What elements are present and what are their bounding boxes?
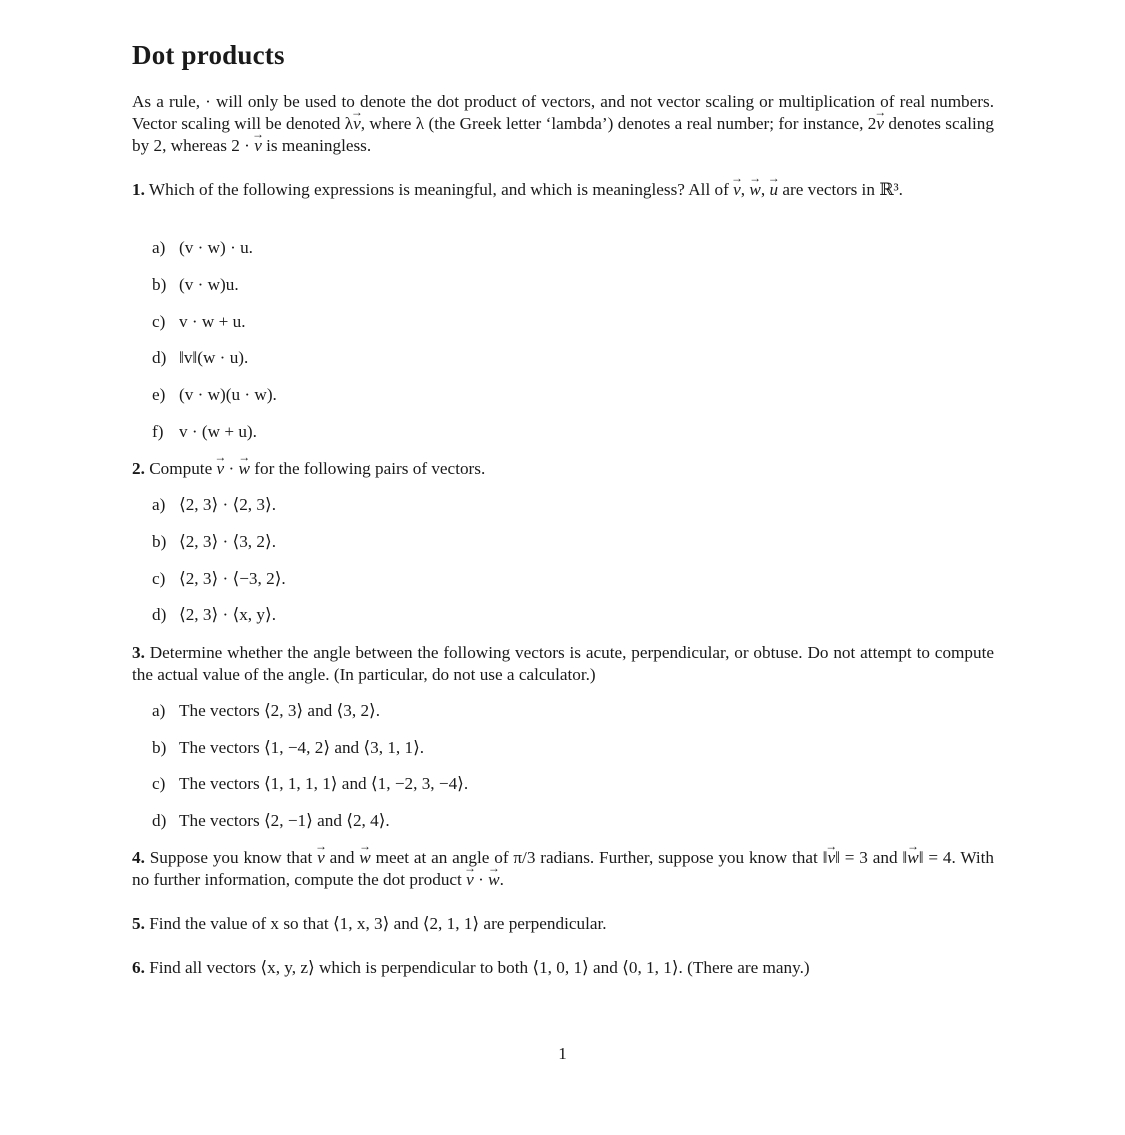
item-label: c): [152, 774, 166, 793]
question-text: Find the value of x so that ⟨1, x, 3⟩ and ⟨2, 1, 1⟩ are perpendicular.: [144, 914, 607, 933]
q1-item-f: [152, 421, 257, 443]
q3-item-a: [152, 700, 380, 722]
vector-symbol: v →: [466, 869, 474, 891]
q3-item-b: [152, 737, 424, 759]
question-3: [132, 642, 994, 686]
page-title: Dot products: [132, 40, 285, 70]
intro-text: As a rule, · will only be used to denote the dot product of vectors, and not vector scaling or multiplication of real numbers. Vector scaling will be denoted λ: [132, 92, 994, 133]
item-label: a): [152, 238, 166, 257]
dot-operator: ·: [473, 870, 489, 889]
question-text: Find all vectors ⟨x, y, z⟩ which is perpendicular to both ⟨1, 0, 1⟩ and ⟨0, 1, 1⟩. (There are many.): [144, 958, 810, 977]
question-text: ‖ = 3 and ‖: [835, 848, 908, 867]
vector-symbol: w →: [359, 847, 370, 869]
q1-item-e: [152, 384, 277, 406]
vector-symbol: v →: [254, 135, 262, 157]
question-1: [132, 179, 994, 201]
intro-text: is meaningless.: [261, 136, 372, 155]
vector-symbol: v →: [876, 113, 884, 135]
q2-item-d: [152, 604, 276, 626]
vector-symbol: v →: [733, 179, 741, 201]
item-label: b): [152, 275, 167, 294]
item-label: b): [152, 532, 167, 551]
vector-symbol: w →: [488, 869, 499, 891]
question-text: Determine whether the angle between the following vectors is acute, perpendicular, or obtuse. Do not attempt to compute the actual value of the angle. (In particular, do not use a calculator.): [132, 643, 994, 684]
question-text: Suppose you know that: [144, 848, 318, 867]
item-text: (v · w)(u · w).: [179, 385, 277, 404]
item-text: v · w + u.: [179, 312, 246, 331]
question-text: ‖ = 4. With no further information, compute the dot product: [132, 848, 994, 889]
question-text: meet at an angle of π/3 radians. Further, suppose you know that ‖: [370, 848, 828, 867]
intro-text: , where λ (the Greek letter ‘lambda’) denotes a real number; for instance, 2: [360, 114, 877, 133]
question-number: 5.: [132, 914, 145, 933]
q1-item-d: [152, 347, 248, 369]
question-text: and: [324, 848, 360, 867]
item-label: f): [152, 422, 164, 441]
item-text: ⟨2, 3⟩ · ⟨3, 2⟩.: [179, 532, 276, 551]
item-text: ⟨2, 3⟩ · ⟨x, y⟩.: [179, 605, 276, 624]
vector-symbol: v →: [353, 113, 361, 135]
question-number: 1.: [132, 180, 145, 199]
item-label: e): [152, 385, 166, 404]
item-text: ‖v‖(w · u).: [179, 348, 249, 367]
vector-symbol: w →: [749, 179, 760, 201]
question-4: [132, 847, 994, 891]
item-text: The vectors ⟨1, −4, 2⟩ and ⟨3, 1, 1⟩.: [179, 738, 425, 757]
item-label: a): [152, 495, 166, 514]
q2-item-b: [152, 531, 276, 553]
question-number: 6.: [132, 958, 145, 977]
q1-item-a: [152, 237, 253, 259]
item-label: d): [152, 605, 167, 624]
item-text: v · (w + u).: [179, 422, 257, 441]
q3-item-c: [152, 773, 468, 795]
question-text: Which of the following expressions is meaningful, and which is meaningless? All of: [144, 180, 734, 199]
item-text: ⟨2, 3⟩ · ⟨2, 3⟩.: [179, 495, 276, 514]
item-label: d): [152, 811, 167, 830]
item-label: b): [152, 738, 167, 757]
question-2: [132, 458, 994, 480]
q2-item-c: [152, 568, 286, 590]
q3-item-d: [152, 810, 390, 832]
separator: ,: [760, 180, 770, 199]
q1-item-b: [152, 274, 239, 296]
question-text: Compute: [144, 459, 217, 478]
question-text: .: [499, 870, 504, 889]
question-number: 2.: [132, 459, 145, 478]
item-label: a): [152, 701, 166, 720]
question-number: 4.: [132, 848, 145, 867]
vector-symbol: w →: [907, 847, 918, 869]
dot-operator: ·: [224, 459, 239, 478]
question-text: are vectors in ℝ³.: [778, 180, 903, 199]
q2-item-a: [152, 494, 276, 516]
intro-paragraph: [132, 91, 994, 157]
item-label: d): [152, 348, 167, 367]
item-text: The vectors ⟨2, −1⟩ and ⟨2, 4⟩.: [179, 811, 390, 830]
item-text: The vectors ⟨2, 3⟩ and ⟨3, 2⟩.: [179, 701, 381, 720]
question-6: [132, 957, 994, 979]
separator: ,: [740, 180, 750, 199]
item-text: ⟨2, 3⟩ · ⟨−3, 2⟩.: [179, 569, 286, 588]
item-text: (v · w) · u.: [179, 238, 253, 257]
q1-item-c: [152, 311, 246, 333]
item-label: c): [152, 569, 166, 588]
item-text: (v · w)u.: [179, 275, 239, 294]
item-text: The vectors ⟨1, 1, 1, 1⟩ and ⟨1, −2, 3, −4⟩.: [179, 774, 469, 793]
vector-symbol: w →: [238, 458, 249, 480]
page-number: 1: [558, 1044, 567, 1063]
item-label: c): [152, 312, 166, 331]
question-text: for the following pairs of vectors.: [249, 459, 486, 478]
intro-text: denotes scaling by 2, whereas 2 ·: [132, 114, 994, 155]
vector-symbol: v →: [827, 847, 835, 869]
vector-symbol: v →: [217, 458, 225, 480]
vector-symbol: u →: [769, 179, 778, 201]
question-number: 3.: [132, 643, 145, 662]
question-5: [132, 913, 994, 935]
vector-symbol: v →: [317, 847, 325, 869]
